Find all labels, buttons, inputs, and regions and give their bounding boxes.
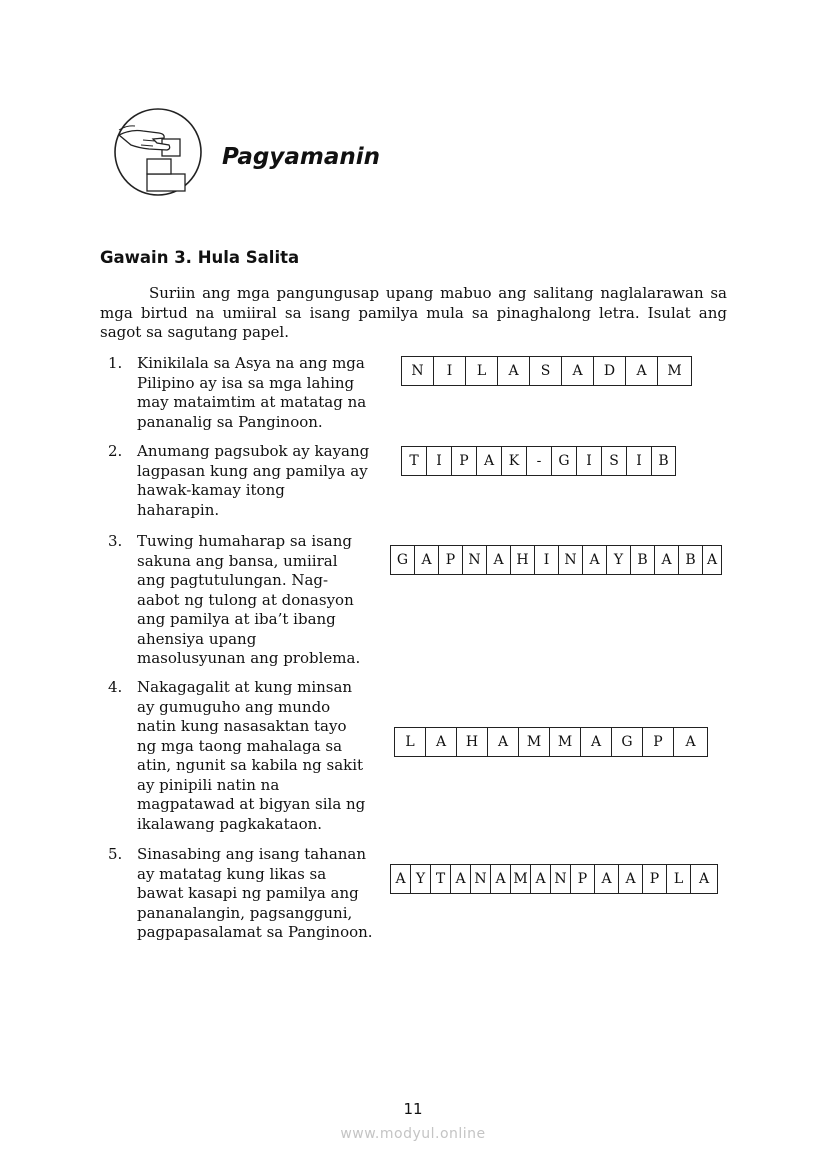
letter-grid [401, 446, 676, 476]
letter-cell: A [487, 546, 511, 574]
letter-cell: N [471, 865, 491, 893]
item-number: 2. [108, 442, 123, 460]
letter-cell: L [466, 357, 498, 385]
letter-cell: A [619, 865, 643, 893]
section-title: Pagyamanin [222, 144, 381, 170]
letter-cell: A [391, 865, 411, 893]
letter-cell: A [706, 552, 718, 568]
letter-cell: N [559, 546, 583, 574]
letter-cell: G [612, 728, 643, 756]
letter-cell: A [477, 447, 502, 475]
letter-cell: P [643, 728, 674, 756]
letter-cell: M [667, 363, 682, 379]
letter-cell: P [643, 865, 667, 893]
letter-cell: S [530, 357, 562, 385]
letter-cell: G [391, 546, 415, 574]
letter-grid [390, 864, 718, 894]
watermark: www.modyul.online [340, 1126, 486, 1142]
page-number: 11 [403, 1100, 423, 1118]
item-number: 4. [108, 678, 123, 696]
letter-grid [394, 727, 708, 757]
instructions: Suriin ang mga pangungusap upang mabuo ang salitang naglalarawan sa mga birtud na umiiral sa isang pamilya mula sa pinaghalong letra. Isulat ang sagot sa sagutang papel. [100, 284, 727, 341]
letter-cell: P [571, 865, 595, 893]
letter-cell: I [627, 447, 652, 475]
letter-cell: N [551, 865, 571, 893]
letter-cell: A [426, 728, 457, 756]
letter-cell: A [583, 546, 607, 574]
letter-cell: A [488, 728, 519, 756]
letter-cell: - [527, 447, 552, 475]
letter-cell: M [511, 865, 531, 893]
letter-cell: A [685, 734, 696, 750]
letter-cell: H [457, 728, 488, 756]
letter-cell: A [655, 546, 679, 574]
letter-cell: S [602, 447, 627, 475]
letter-cell: N [402, 357, 434, 385]
letter-cell: M [519, 728, 550, 756]
letter-cell: K [502, 447, 527, 475]
letter-cell: T [402, 447, 427, 475]
letter-cell: N [463, 546, 487, 574]
letter-cell: H [511, 546, 535, 574]
letter-cell: Y [411, 865, 431, 893]
letter-grid [390, 545, 722, 575]
letter-cell: B [631, 546, 655, 574]
letter-cell: T [431, 865, 451, 893]
activity-title: Gawain 3. Hula Salita [100, 248, 300, 267]
letter-cell: A [415, 546, 439, 574]
letter-cell: I [434, 357, 466, 385]
letter-cell: A [491, 865, 511, 893]
letter-cell: I [427, 447, 452, 475]
letter-cell: B [658, 453, 669, 469]
item-text: Kinikilala sa Asya na ang mga Pilipino ay isa sa mga lahing may mataimtim at matatag na pananalig sa Panginoon. [137, 354, 367, 431]
letter-cell: A [581, 728, 612, 756]
hand-stacking-blocks-icon [113, 107, 203, 197]
letter-cell: A [498, 357, 530, 385]
item-number: 3. [108, 532, 123, 550]
letter-cell: G [552, 447, 577, 475]
letter-cell: M [550, 728, 581, 756]
letter-cell: A [451, 865, 471, 893]
item-text: Anumang pagsubok ay kayang lagpasan kung ang pamilya ay hawak-kamay itong haharapin. [137, 442, 370, 519]
letter-cell: D [594, 357, 626, 385]
item-number: 1. [108, 354, 123, 372]
letter-cell: P [452, 447, 477, 475]
letter-cell: Y [607, 546, 631, 574]
letter-cell: L [667, 865, 691, 893]
letter-grid [401, 356, 692, 386]
item-number: 5. [108, 845, 123, 863]
letter-cell: I [577, 447, 602, 475]
letter-cell: I [535, 546, 559, 574]
letter-cell: A [562, 357, 594, 385]
letter-cell: B [679, 546, 703, 574]
letter-cell: P [439, 546, 463, 574]
letter-cell: A [698, 871, 710, 887]
item-text: Sinasabing ang isang tahanan ay matatag kung likas sa bawat kasapi ng pamilya ang pananalangin, pagsangguni, pagpapasalamat sa Panginoon. [137, 845, 373, 941]
letter-cell: A [531, 865, 551, 893]
letter-cell: A [626, 357, 658, 385]
letter-cell: A [595, 865, 619, 893]
letter-cell: L [395, 728, 426, 756]
item-text: Tuwing humaharap sa isang sakuna ang bansa, umiiral ang pagtutulungan. Nag- aabot ng tulong at donasyon ang pamilya at iba’t ibang ahensiya upang masolusyunan ang problema. [137, 532, 361, 667]
item-text: Nakagagalit at kung minsan ay gumuguho ang mundo natin kung nasasaktan tayo ng mga taong mahalaga sa atin, ngunit sa kabila ng sakit ay pinipili natin na magpatawad at bigyan sila ng ikalawang pagkakataon. [137, 678, 366, 833]
